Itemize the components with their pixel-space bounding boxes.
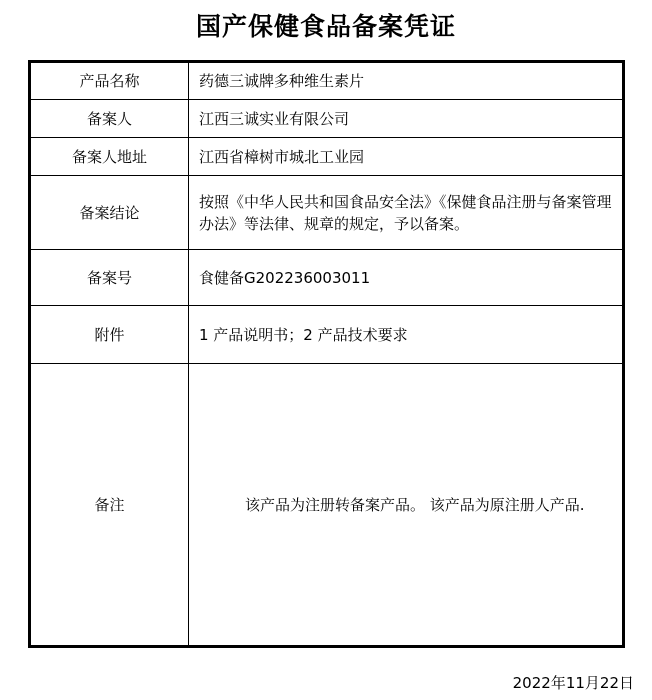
record-number-label: 备案号 [30,250,189,306]
remarks-cell [189,364,624,647]
table-row-registrant [30,100,624,138]
certificate-table [28,60,625,648]
conclusion-label: 备案结论 [30,176,189,250]
remarks-value: 该产品为注册转备案产品。 该产品为原注册人产品. [245,495,585,514]
record-number-value: 食健备G202236003011 [189,250,624,306]
attachments-value: 1 产品说明书；2 产品技术要求 [189,306,624,364]
product-name-value: 药德三诚牌多种维生素片 [189,62,624,100]
registrant-value: 江西三诚实业有限公司 [189,100,624,138]
registrant-address-label: 备案人地址 [30,138,189,176]
document-title: 国产保健食品备案凭证 [195,12,456,41]
registrant-label: 备案人 [30,100,189,138]
table-row-record-number [30,250,624,306]
registrant-address-value: 江西省樟树市城北工业园 [189,138,624,176]
table-row-attachments [30,306,624,364]
issue-date: 2022年11月22日 [512,674,634,692]
table-row-registrant-address [30,138,624,176]
table-row-remarks [30,364,624,647]
attachments-label: 附件 [30,306,189,364]
table-row-conclusion [30,176,624,250]
remarks-label: 备注 [30,364,189,647]
conclusion-value: 按照《中华人民共和国食品安全法》《保健食品注册与备案管理办法》等法律、规章的规定，予以备案。 [189,176,624,250]
table-row-product-name [30,62,624,100]
product-name-label: 产品名称 [30,62,189,100]
